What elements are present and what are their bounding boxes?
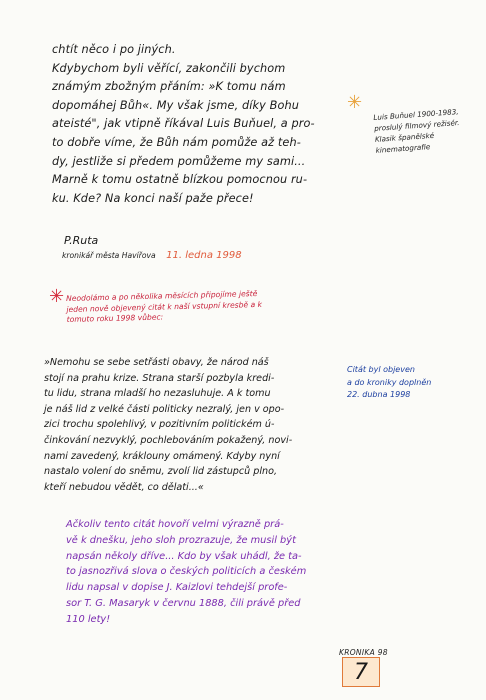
quote-line: tu lidu, strana mladší ho nezasluhuje. A k tomu [44, 388, 271, 400]
purple-note [66, 517, 306, 628]
asterisk-icon: ✳ [347, 92, 363, 113]
main-text [52, 41, 315, 208]
main-line: Kdybychom byli věřící, zakončili bychom [52, 61, 286, 75]
quote-line: kteří nebudou vědět, co dělati...« [44, 481, 204, 493]
main-line: známým zbožným přáním: »K tomu nám [52, 80, 286, 94]
signature-name: P.Ruta [64, 234, 99, 247]
sidenote-line: Luis Buňuel 1900-1983, [373, 107, 459, 122]
signature-block [62, 234, 242, 263]
quote-line: činkování nezvyklý, pochlebováním pokažený, novi- [44, 434, 293, 446]
purple-note-line: napsán několy dříve... Kdo by však uhádl, že ta- [66, 550, 302, 562]
main-line: dy, jestliže si předem pomůžeme my sami... [52, 154, 306, 168]
page-number: 7 [354, 659, 368, 685]
red-note-line: jeden nově objevený citát k naší vstupní kresbě a k [66, 299, 263, 314]
quote-line: nami zavedený, kráklouny omámený. Kdyby nyní [44, 450, 280, 462]
main-line: chtít něco i po jiných. [52, 43, 176, 56]
quote-block [44, 355, 292, 495]
asterisk-icon: ✳ [49, 286, 65, 307]
quote-line: zici trochu spolehlivý, v pozitivním politickém ú- [44, 419, 275, 431]
main-line: Marně k tomu ostatně blízkou pomocnou ru- [52, 173, 308, 187]
sidenote-line: kinematografie [375, 142, 431, 155]
sidenote-bunuel [373, 106, 461, 156]
chronicle-label: KRONIKA 98 [339, 648, 388, 657]
main-line: dopomáhej Bůh«. My však jsme, díky Bohu [52, 98, 299, 112]
purple-note-line: lidu napsal v dopise J. Kaizlovi tehdejší profe- [66, 582, 288, 594]
main-line: to dobře víme, že Bůh nám pomůže až teh- [52, 135, 301, 149]
quote-line: nastalo volení do sněmu, zvolí lid zástupců plno, [44, 466, 278, 478]
red-note-line: tomuto roku 1998 vůbec: [66, 312, 164, 325]
sidenote-line: a do kroniky doplněn [347, 377, 432, 387]
sidenote-line: Citát byl objeven [347, 365, 415, 374]
sidenote-line: Klasik španělské [374, 130, 435, 144]
page-number-box [342, 657, 380, 687]
purple-note-line: 110 lety! [66, 613, 111, 625]
sidenote-line: 22. dubna 1998 [347, 390, 411, 399]
red-note-line: Neodolámo a po několika měsících připojíme ještě [66, 288, 258, 303]
red-note [66, 289, 262, 326]
quote-line: stojí na prahu krize. Strana starší pozbyla kredi- [44, 372, 275, 384]
main-line: ku. Kde? Na konci naší paže přece! [52, 191, 254, 205]
purple-note-line: Ačkoliv tento citát hovoří velmi výrazně prá- [66, 519, 284, 530]
main-line: ateisté", jak vtipně říkával Luis Buňuel, a pro- [52, 117, 315, 131]
purple-note-line: vě k dnešku, jeho sloh prozrazuje, že musil být [66, 534, 296, 546]
signature-date: 11. ledna 1998 [166, 250, 242, 261]
signature-role: kronikář města Havířova [62, 251, 156, 260]
quote-line: »Nemohu se sebe setřásti obavy, že národ náš [44, 357, 269, 368]
quote-line: je náš lid z velké části politicky nezralý, jen v opo- [44, 403, 285, 415]
sidenote-line: proslulý filmový režisér. [373, 118, 460, 133]
purple-note-line: sor T. G. Masaryk v červnu 1888, čili právě před [66, 597, 301, 609]
purple-note-line: to jasnozřivá slova o českých politicích a českém [66, 566, 307, 578]
sidenote-quote-found [347, 364, 431, 402]
